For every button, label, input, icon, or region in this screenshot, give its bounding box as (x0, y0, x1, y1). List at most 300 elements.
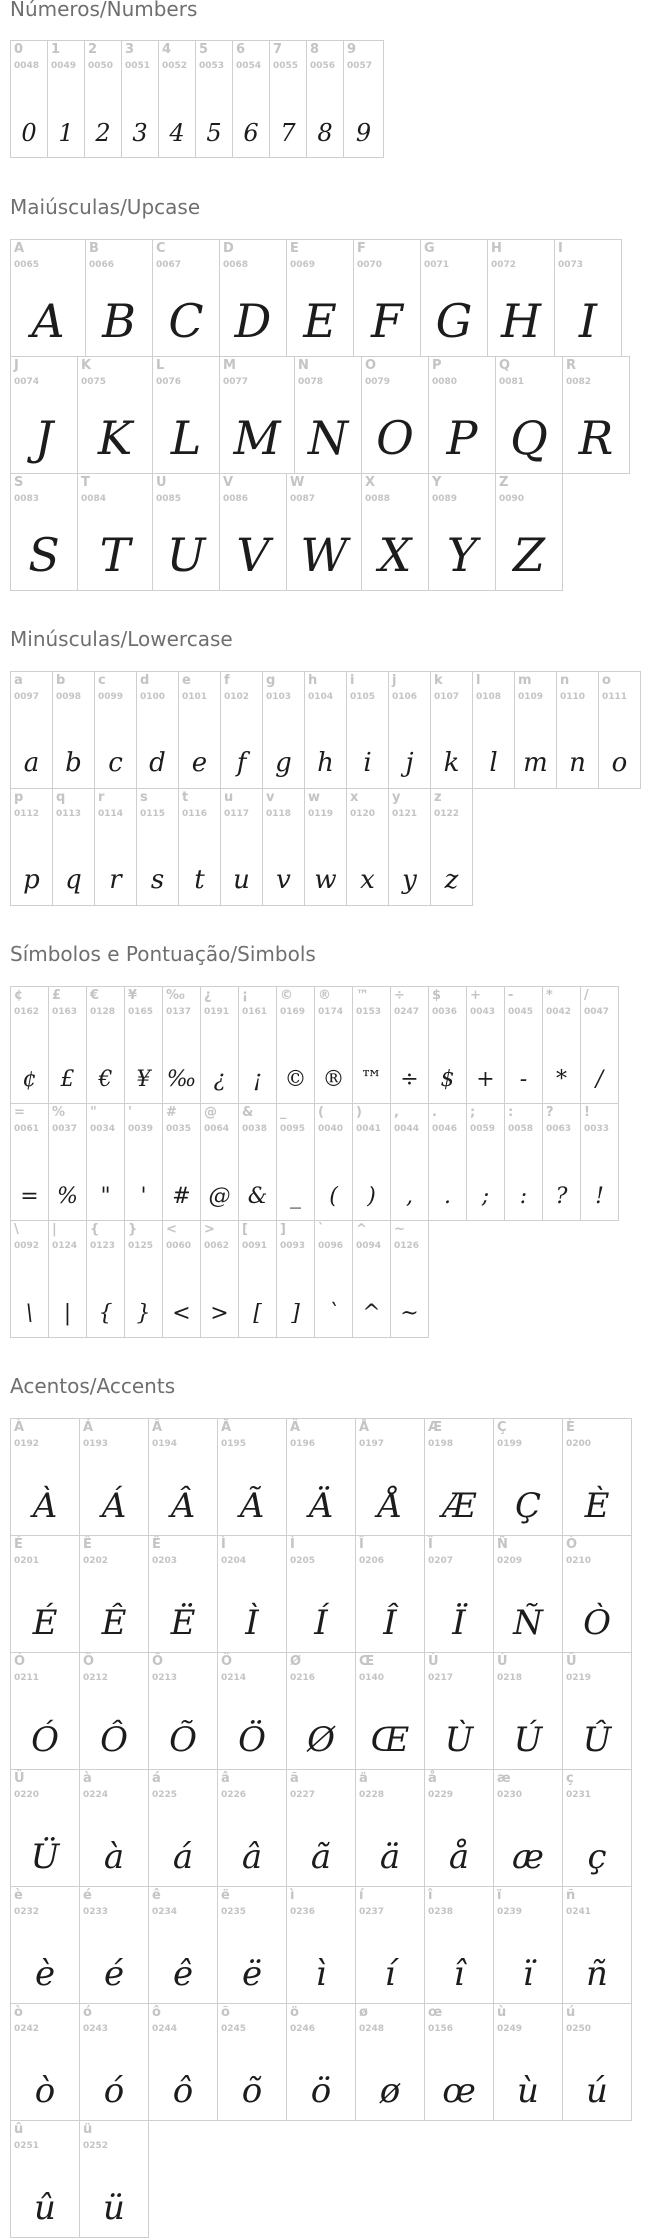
glyph-code: 0114 (98, 809, 124, 819)
glyph-sample: g (275, 748, 292, 778)
glyph-sample: L (170, 411, 202, 465)
glyph-cell (493, 2003, 563, 2121)
glyph-cell (390, 1103, 429, 1221)
glyph-sample: Ö (238, 1720, 266, 1760)
glyph-code: 0064 (204, 1124, 230, 1134)
glyph-code: 0207 (428, 1556, 454, 1566)
glyph-sample: ! (595, 1184, 604, 1209)
glyph-code: 0042 (546, 1007, 572, 1017)
glyph-sample: i (363, 748, 372, 778)
glyph-code: 0115 (140, 809, 166, 819)
glyph-sample: ` (328, 1301, 339, 1326)
glyph-label: 3 (125, 42, 135, 57)
glyph-cell (314, 1220, 353, 1338)
glyph-label: S (14, 475, 24, 490)
glyph-code: 0108 (476, 692, 502, 702)
glyph-cell (286, 1535, 356, 1653)
glyph-cell (152, 239, 220, 357)
glyph-sample: ( (329, 1184, 338, 1209)
glyph-code: 0034 (90, 1124, 116, 1134)
glyph-sample: d (149, 748, 166, 778)
glyph-code: 0081 (499, 377, 525, 387)
glyph-cell (52, 671, 95, 789)
glyph-code: 0047 (584, 1007, 610, 1017)
glyph-sample: v (276, 865, 291, 895)
glyph-cell (86, 1103, 125, 1221)
glyph-sample: ~ (400, 1301, 419, 1326)
glyph-label: î (428, 1888, 433, 1903)
glyph-code: 0037 (52, 1124, 78, 1134)
glyph-cell (219, 239, 287, 357)
glyph-code: 0123 (90, 1241, 116, 1251)
glyph-label: z (434, 790, 442, 805)
glyph-label: Í (290, 1537, 295, 1552)
glyph-label: ô (152, 2005, 161, 2020)
glyph-label: h (308, 673, 318, 688)
glyph-cell (466, 986, 505, 1104)
glyph-label: b (56, 673, 66, 688)
glyph-cell (136, 671, 179, 789)
glyph-sample: s (150, 865, 165, 895)
glyph-sample: ‰ (166, 1067, 197, 1092)
glyph-cell (217, 2003, 287, 2121)
glyph-code: 0237 (359, 1907, 385, 1917)
glyph-cell (148, 1769, 218, 1887)
glyph-sample: < (172, 1301, 191, 1326)
glyph-label: s (140, 790, 148, 805)
glyph-label: E (290, 241, 299, 256)
glyph-cell (562, 1535, 632, 1653)
glyph-code: 0095 (280, 1124, 306, 1134)
glyph-code: 0225 (152, 1790, 178, 1800)
glyph-code: 0122 (434, 809, 460, 819)
glyph-code: 0099 (98, 692, 124, 702)
glyph-code: 0062 (204, 1241, 230, 1251)
glyph-label: | (52, 1222, 57, 1237)
glyph-code: 0220 (14, 1790, 40, 1800)
glyph-sample: 8 (317, 119, 333, 147)
glyph-cell (562, 356, 630, 474)
glyph-label: ë (221, 1888, 230, 1903)
glyph-sample: b (65, 748, 82, 778)
glyph-code: 0228 (359, 1790, 385, 1800)
glyph-code: 0209 (497, 1556, 523, 1566)
glyph-sample: ¢ (22, 1067, 37, 1092)
glyph-cell (355, 1652, 425, 1770)
glyph-cell (355, 1418, 425, 1536)
glyph-sample: ç (587, 1837, 607, 1877)
glyph-label: œ (428, 2005, 443, 2020)
glyph-cell (238, 1220, 277, 1338)
glyph-cell (238, 1103, 277, 1221)
glyph-label: Ñ (497, 1537, 508, 1552)
glyph-label: Û (566, 1654, 577, 1669)
glyph-sample: A (31, 294, 65, 348)
glyph-cell (424, 1886, 494, 2004)
glyph-sample: ë (241, 1954, 263, 1994)
glyph-code: 0104 (308, 692, 334, 702)
glyph-label: [ (242, 1222, 248, 1237)
glyph-code: 0085 (156, 494, 182, 504)
glyph-code: 0199 (497, 1439, 523, 1449)
glyph-label: Æ (428, 1420, 443, 1435)
glyph-code: 0230 (497, 1790, 523, 1800)
glyph-label: ® (318, 988, 331, 1003)
glyph-sample: ä (379, 1837, 401, 1877)
glyph-sample: : (519, 1184, 528, 1209)
glyph-sample: O (376, 411, 414, 465)
glyph-code: 0101 (182, 692, 208, 702)
glyph-code: 0210 (566, 1556, 592, 1566)
glyph-code: 0169 (280, 1007, 306, 1017)
glyph-code: 0036 (432, 1007, 458, 1017)
glyph-label: k (434, 673, 443, 688)
glyph-sample: # (172, 1184, 191, 1209)
glyph-sample: Ô (100, 1720, 128, 1760)
glyph-label: * (546, 988, 553, 1003)
glyph-code: 0090 (499, 494, 525, 504)
glyph-cell (10, 986, 49, 1104)
glyph-code: 0103 (266, 692, 292, 702)
glyph-cell (286, 2003, 356, 2121)
glyph-sample: y (402, 865, 417, 895)
glyph-code: 0153 (356, 1007, 382, 1017)
glyph-label: d (140, 673, 150, 688)
glyph-label: Â (152, 1420, 163, 1435)
glyph-label: r (98, 790, 105, 805)
glyph-label: Õ (152, 1654, 164, 1669)
glyph-code: 0137 (166, 1007, 192, 1017)
glyph-sample: Z (513, 528, 545, 582)
glyph-cell (286, 1769, 356, 1887)
glyph-cell (85, 239, 153, 357)
glyph-sample: À (32, 1486, 58, 1526)
glyph-label: x (350, 790, 359, 805)
glyph-cell (304, 788, 347, 906)
glyph-cell (10, 1652, 80, 1770)
glyph-cell (10, 671, 53, 789)
glyph-cell (276, 1103, 315, 1221)
glyph-sample: t (194, 865, 205, 895)
glyph-sample: Ü (30, 1837, 60, 1877)
glyph-sample: Q (510, 411, 548, 465)
glyph-cell (10, 239, 86, 357)
glyph-label: é (83, 1888, 92, 1903)
glyph-code: 0060 (166, 1241, 192, 1251)
glyph-cell (84, 40, 122, 158)
glyph-code: 0102 (224, 692, 250, 702)
glyph-cell (294, 356, 362, 474)
glyph-label: y (392, 790, 401, 805)
glyph-code: 0109 (518, 692, 544, 702)
glyph-cell (352, 986, 391, 1104)
glyph-label: c (98, 673, 106, 688)
glyph-label: W (290, 475, 305, 490)
glyph-sample: û (34, 2188, 56, 2228)
glyph-cell (238, 986, 277, 1104)
glyph-cell (10, 473, 78, 591)
glyph-label: 4 (162, 42, 172, 57)
glyph-label: Ä (290, 1420, 301, 1435)
glyph-sample: = (20, 1184, 39, 1209)
glyph-code: 0120 (350, 809, 376, 819)
glyph-code: 0094 (356, 1241, 382, 1251)
glyph-code: 0098 (56, 692, 82, 702)
glyph-code: 0033 (584, 1124, 610, 1134)
glyph-sample: Ú (513, 1720, 543, 1760)
glyph-label: 5 (199, 42, 209, 57)
glyph-label: ä (359, 1771, 368, 1786)
glyph-code: 0093 (280, 1241, 306, 1251)
glyph-cell (162, 1220, 201, 1338)
glyph-cell (562, 1418, 632, 1536)
glyph-code: 0045 (508, 1007, 534, 1017)
glyph-cell (554, 239, 622, 357)
glyph-cell (79, 1769, 149, 1887)
glyph-label: P (432, 358, 442, 373)
glyph-code: 0087 (290, 494, 316, 504)
glyph-label: Á (83, 1420, 94, 1435)
glyph-label: Ü (14, 1771, 25, 1786)
glyph-label: ñ (566, 1888, 576, 1903)
glyph-label: û (14, 2122, 24, 2137)
glyph-code: 0050 (88, 61, 114, 71)
glyph-cell (94, 788, 137, 906)
glyph-label: 9 (347, 42, 357, 57)
glyph-cell (269, 40, 307, 158)
glyph-code: 0200 (566, 1439, 592, 1449)
glyph-sample: ' (140, 1184, 147, 1209)
glyph-sample: * (556, 1067, 567, 1092)
glyph-sample: T (99, 528, 131, 582)
glyph-cell (472, 671, 515, 789)
glyph-code: 0074 (14, 377, 40, 387)
glyph-cell (10, 1103, 49, 1221)
glyph-code: 0235 (221, 1907, 247, 1917)
glyph-sample: Ï (452, 1603, 466, 1643)
glyph-sample: ê (172, 1954, 194, 1994)
glyph-code: 0195 (221, 1439, 247, 1449)
glyph-code: 0165 (128, 1007, 154, 1017)
glyph-cell (162, 986, 201, 1104)
glyph-code: 0053 (199, 61, 225, 71)
glyph-cell (562, 1652, 632, 1770)
glyph-sample: Ä (308, 1486, 334, 1526)
glyph-sample: 1 (58, 119, 74, 147)
glyph-label: t (182, 790, 189, 805)
glyph-label: ã (290, 1771, 299, 1786)
glyph-cell (346, 671, 389, 789)
glyph-sample: ; (481, 1184, 490, 1209)
glyph-cell (355, 1535, 425, 1653)
glyph-sample: È (584, 1486, 610, 1526)
glyph-cell (346, 788, 389, 906)
glyph-code: 0079 (365, 377, 391, 387)
glyph-cell (430, 788, 473, 906)
glyph-cell (355, 1769, 425, 1887)
glyph-label: = (14, 1105, 25, 1120)
glyph-cell (77, 473, 153, 591)
glyph-code: 0070 (357, 260, 383, 270)
glyph-cell (220, 788, 263, 906)
glyph-code: 0162 (14, 1007, 40, 1017)
glyph-sample: S (28, 528, 60, 582)
glyph-code: 0246 (290, 2024, 316, 2034)
glyph-sample: X (378, 528, 412, 582)
glyph-label: ] (280, 1222, 286, 1237)
glyph-code: 0046 (432, 1124, 458, 1134)
glyph-cell (124, 1103, 163, 1221)
glyph-cell (262, 788, 305, 906)
glyph-sample: Ø (307, 1720, 335, 1760)
glyph-code: 0197 (359, 1439, 385, 1449)
glyph-cell (580, 1103, 619, 1221)
glyph-label: Ì (221, 1537, 226, 1552)
glyph-sample: æ (512, 1837, 544, 1877)
glyph-code: 0196 (290, 1439, 316, 1449)
glyph-code: 0086 (223, 494, 249, 504)
glyph-code: 0088 (365, 494, 391, 504)
glyph-label: Ó (14, 1654, 26, 1669)
glyph-label: - (508, 988, 514, 1003)
glyph-cell (361, 473, 429, 591)
glyph-code: 0238 (428, 1907, 454, 1917)
glyph-label: K (81, 358, 92, 373)
glyph-sample: Ó (31, 1720, 59, 1760)
glyph-cell (466, 1103, 505, 1221)
glyph-sample: é (103, 1954, 125, 1994)
glyph-sample: Æ (441, 1486, 477, 1526)
glyph-code: 0156 (428, 2024, 454, 2034)
glyph-code: 0249 (497, 2024, 523, 2034)
grid-symbols (10, 986, 651, 1337)
glyph-cell (79, 1886, 149, 2004)
glyph-label: õ (221, 2005, 230, 2020)
glyph-sample: I (578, 294, 598, 348)
glyph-cell (286, 1886, 356, 2004)
glyph-label: q (56, 790, 66, 805)
glyph-sample: @ (208, 1184, 231, 1209)
glyph-code: 0107 (434, 692, 460, 702)
glyph-sample: î (453, 1954, 465, 1994)
glyph-sample: ^ (362, 1301, 381, 1326)
glyph-cell (493, 1769, 563, 1887)
glyph-code: 0113 (56, 809, 82, 819)
glyph-sample: j (405, 748, 414, 778)
glyph-cell (390, 1220, 429, 1338)
glyph-label: í (359, 1888, 364, 1903)
glyph-code: 0236 (290, 1907, 316, 1917)
glyph-cell (10, 356, 78, 474)
glyph-label: T (81, 475, 90, 490)
glyph-code: 0125 (128, 1241, 154, 1251)
glyph-sample: + (476, 1067, 495, 1092)
glyph-sample: _ (290, 1184, 301, 1209)
glyph-cell (124, 986, 163, 1104)
glyph-code: 0069 (290, 260, 316, 270)
glyph-label: & (242, 1105, 254, 1120)
glyph-code: 0072 (491, 260, 517, 270)
glyph-code: 0250 (566, 2024, 592, 2034)
glyph-code: 0245 (221, 2024, 247, 2034)
glyph-sample: ] (291, 1301, 300, 1326)
glyph-code: 0198 (428, 1439, 454, 1449)
glyph-label: 8 (310, 42, 320, 57)
glyph-label: ^ (356, 1222, 367, 1237)
glyph-cell (124, 1220, 163, 1338)
glyph-cell (217, 1769, 287, 1887)
glyph-sample: > (210, 1301, 229, 1326)
glyph-label: ( (318, 1105, 324, 1120)
glyph-sample: Å (377, 1486, 403, 1526)
glyph-label: å (428, 1771, 437, 1786)
glyph-sample: E (303, 294, 337, 348)
glyph-label: 0 (14, 42, 24, 57)
glyph-cell (148, 1886, 218, 2004)
section-title-lowercase: Minúsculas/Lowercase (10, 627, 233, 651)
glyph-sample: ) (367, 1184, 376, 1209)
glyph-label: p (14, 790, 24, 805)
glyph-cell (504, 1103, 543, 1221)
glyph-label: à (83, 1771, 92, 1786)
glyph-code: 0110 (560, 692, 586, 702)
glyph-label: C (156, 241, 166, 256)
glyph-cell (86, 986, 125, 1104)
glyph-cell (286, 1652, 356, 1770)
glyph-code: 0121 (392, 809, 418, 819)
glyph-sample: ® (322, 1067, 345, 1092)
glyph-sample: ¡ (253, 1067, 262, 1092)
glyph-cell (10, 2120, 80, 2238)
glyph-label: ü (83, 2122, 93, 2137)
glyph-code: 0219 (566, 1673, 592, 1683)
glyph-sample: G (435, 294, 473, 348)
glyph-code: 0202 (83, 1556, 109, 1566)
glyph-cell (424, 2003, 494, 2121)
glyph-cell (355, 2003, 425, 2121)
glyph-cell (220, 671, 263, 789)
glyph-cell (148, 1652, 218, 1770)
glyph-code: 0247 (394, 1007, 420, 1017)
glyph-cell (493, 1652, 563, 1770)
glyph-code: 0193 (83, 1439, 109, 1449)
glyph-sample: ¥ (136, 1067, 151, 1092)
glyph-label: # (166, 1105, 177, 1120)
glyph-label: + (470, 988, 481, 1003)
glyph-sample: ? (555, 1184, 568, 1209)
glyph-code: 0211 (14, 1673, 40, 1683)
glyph-code: 0044 (394, 1124, 420, 1134)
glyph-sample: D (234, 294, 272, 348)
glyph-label: V (223, 475, 234, 490)
glyph-sample: q (65, 865, 82, 895)
glyph-label: F (357, 241, 366, 256)
glyph-code: 0174 (318, 1007, 344, 1017)
glyph-cell (495, 356, 563, 474)
grid-numbers (10, 40, 405, 157)
glyph-label: n (560, 673, 570, 688)
glyph-sample: Â (170, 1486, 196, 1526)
glyph-cell (178, 671, 221, 789)
glyph-code: 0239 (497, 1907, 523, 1917)
glyph-cell (390, 986, 429, 1104)
glyph-code: 0244 (152, 2024, 178, 2034)
glyph-cell (352, 1103, 391, 1221)
glyph-code: 0194 (152, 1439, 178, 1449)
glyph-label: Ú (497, 1654, 508, 1669)
glyph-code: 0078 (298, 377, 324, 387)
glyph-label: ) (356, 1105, 362, 1120)
